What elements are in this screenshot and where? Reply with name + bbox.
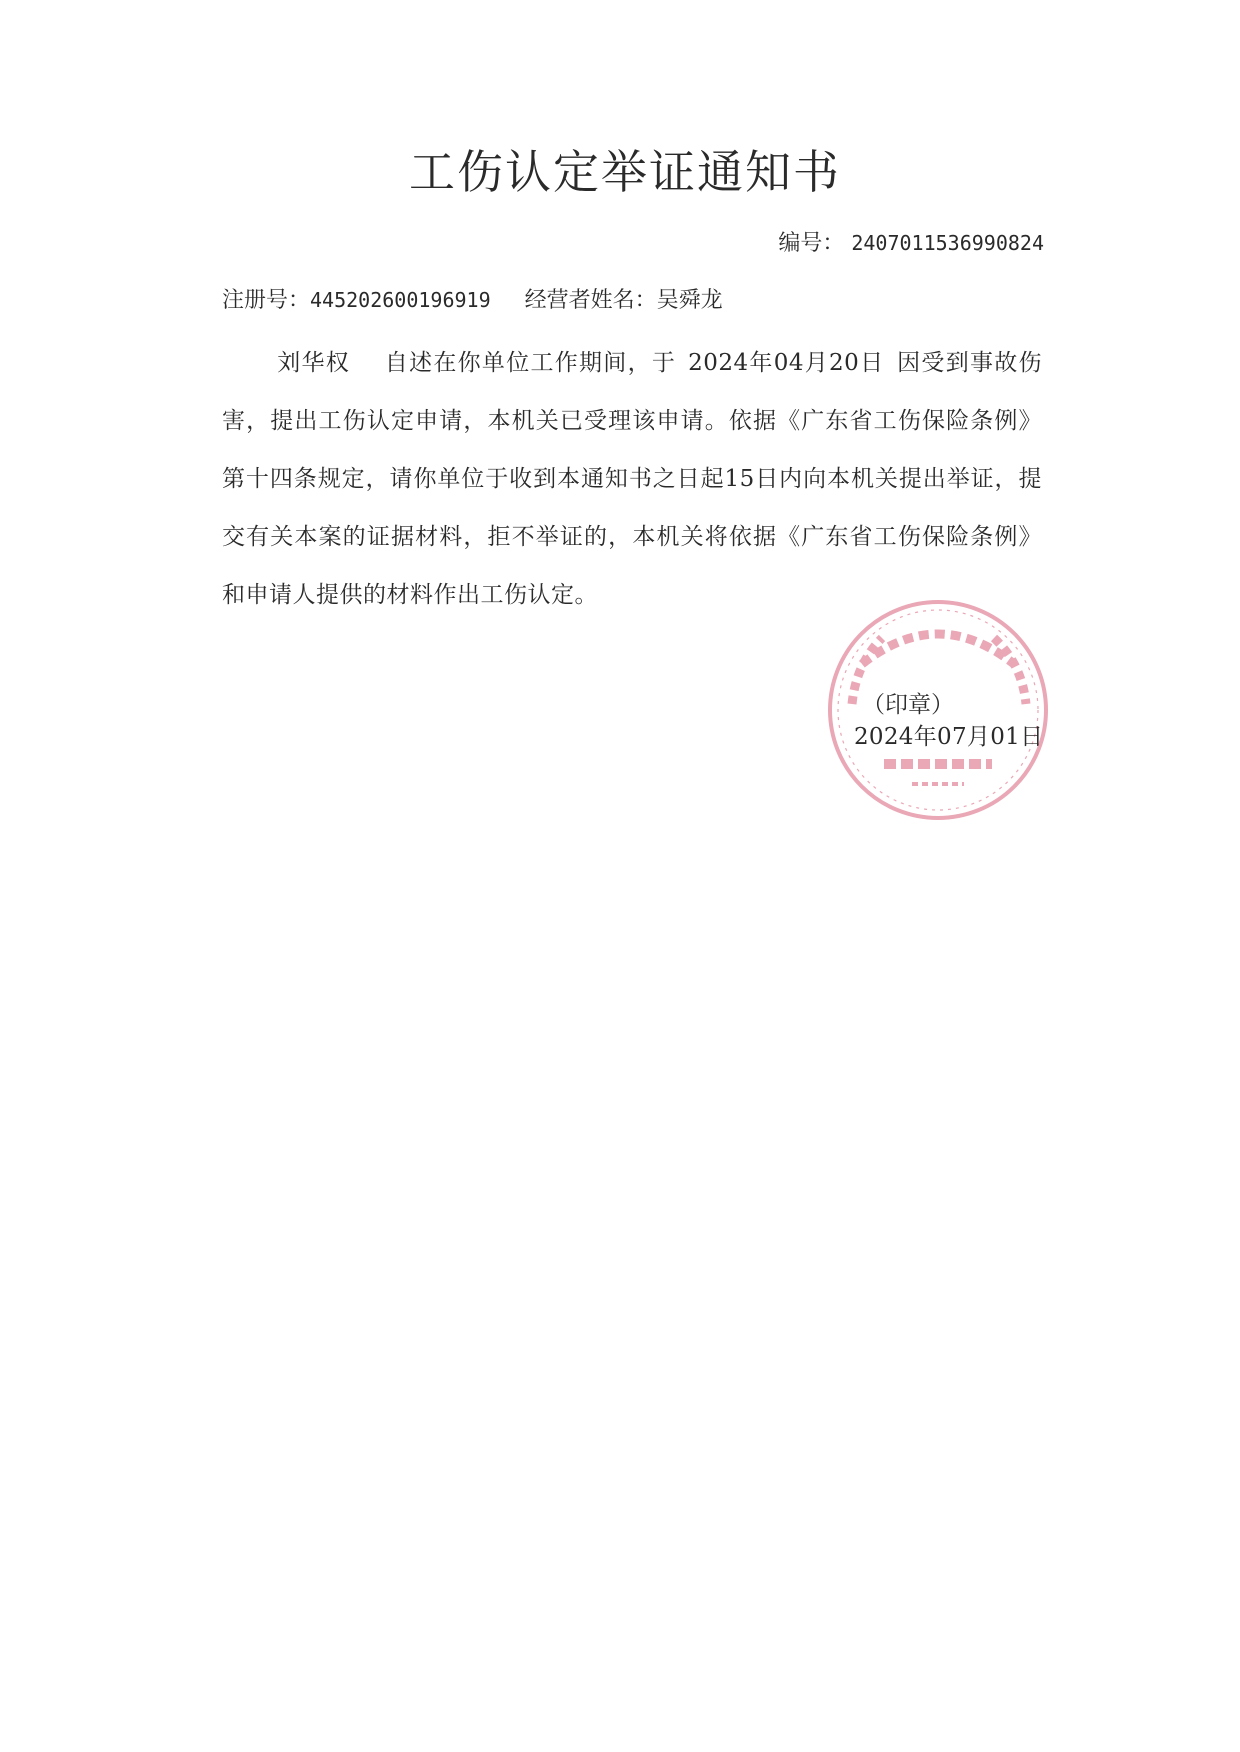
registration-label: 注册号：	[222, 288, 311, 313]
body-part-1: 自述在你单位工作期间，于	[384, 350, 677, 376]
document-number	[778, 226, 1044, 257]
registration-value: 445202600196919	[310, 288, 491, 312]
notice-paragraph	[222, 334, 1042, 624]
operator-name: 吴舜龙	[656, 288, 723, 313]
document-number-label: 编号：	[778, 231, 845, 256]
document-title: 工伤认定举证通知书	[409, 145, 841, 199]
document-number-value: 2407011536990824	[851, 231, 1044, 255]
operator-label: 经营者姓名：	[524, 288, 657, 313]
seal-label: （印章）	[862, 692, 954, 718]
body-part-2: 因受到事故伤害，提出工伤认定申请，本机关已受理该申请。依据《广东省工伤保险条例》第十四条规定，请你单位于收到本通知书之日起15日内向本机关提出举证，提交有关本案的证据材料，拒不举证的，本机关将依据《广东省工伤保险条例》和申请人提供的材料作出工伤认定。	[222, 350, 1043, 608]
notice-body	[222, 334, 1042, 624]
issue-date: 2024年07月01日	[854, 724, 1044, 750]
injury-date: 2024年04月20日	[688, 350, 885, 376]
applicant-name: 刘华权	[277, 350, 351, 376]
registration-line	[222, 283, 723, 314]
